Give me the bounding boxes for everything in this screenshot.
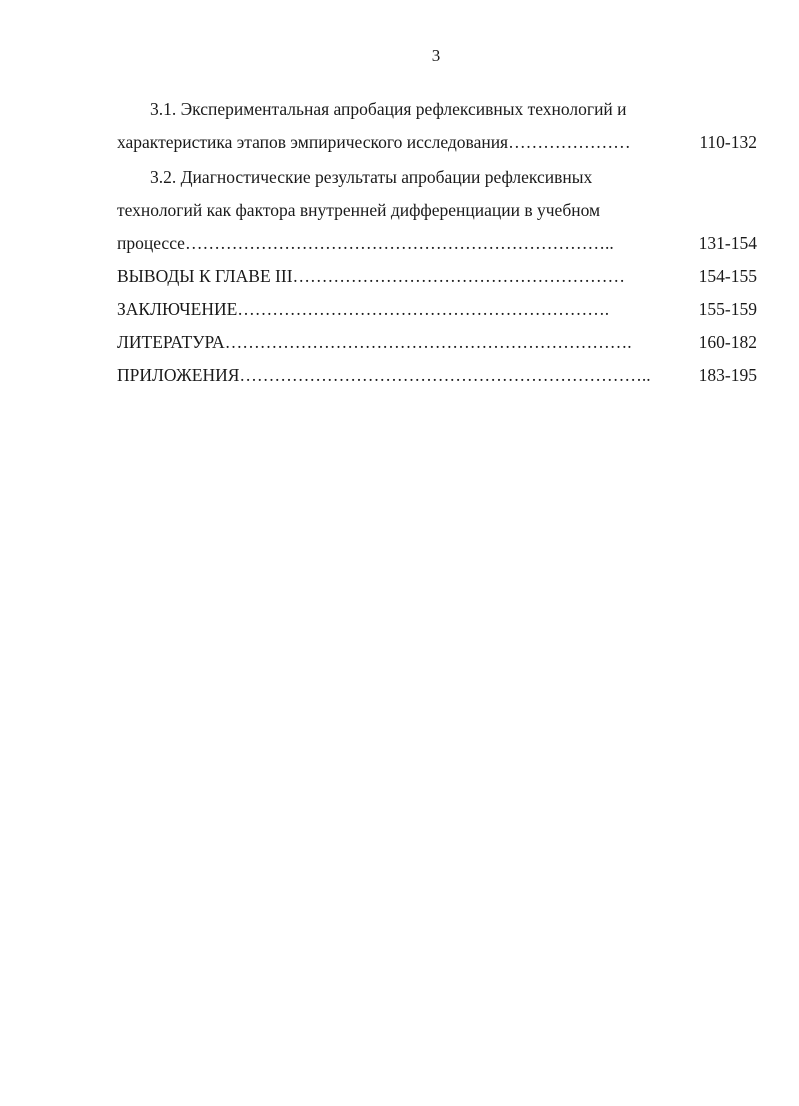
toc-entry-3-1 [117, 93, 757, 159]
toc-entry-conclusions-chapter-3 [117, 260, 757, 293]
toc-entry-line: ВЫВОДЫ К ГЛАВЕ III………………………………………………… [117, 266, 626, 286]
toc-entry-line: процессе……………………………………………………………….. [117, 233, 614, 253]
page-number: 3 [431, 46, 441, 65]
toc-entry-pages: 160-182 [698, 332, 757, 352]
toc-entry-pages: 131-154 [698, 233, 757, 253]
toc-entry-line: технологий как фактора внутренней дифференциации в учебном [117, 200, 601, 220]
toc-entry-line: 3.1. Экспериментальная апробация рефлексивных технологий и [150, 99, 627, 119]
toc-entry-pages: 154-155 [698, 266, 757, 286]
toc-entry-line: характеристика этапов эмпирического исследования………………… [117, 132, 631, 152]
toc-entry-3-2 [117, 161, 757, 260]
toc-entry-pages: 183-195 [698, 365, 757, 385]
toc-entry-literature [117, 326, 757, 359]
toc-entry-appendices [117, 359, 757, 392]
toc-entry-conclusion [117, 293, 757, 326]
toc-entry-pages: 155-159 [698, 299, 757, 319]
toc-entry-line: ЛИТЕРАТУРА……………………………………………………………. [117, 332, 632, 352]
toc-entry-line: ПРИЛОЖЕНИЯ…………………………………………………………….. [117, 365, 651, 385]
toc-entry-line: 3.2. Диагностические результаты апробации рефлексивных [150, 167, 593, 187]
table-of-contents [117, 93, 757, 392]
toc-entry-pages: 110-132 [699, 132, 757, 152]
toc-entry-line: ЗАКЛЮЧЕНИЕ………………………………………………………. [117, 299, 610, 319]
